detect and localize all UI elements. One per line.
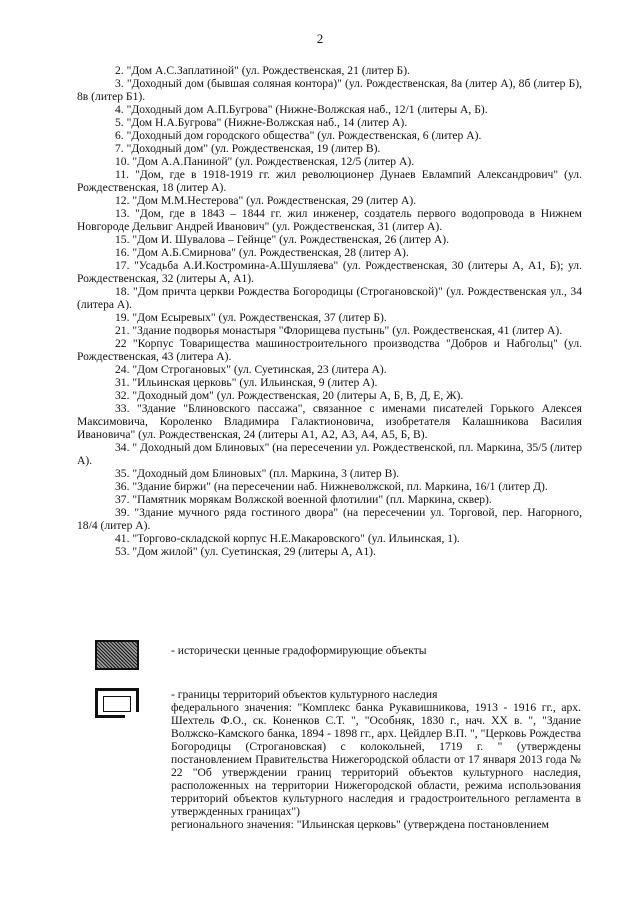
list-item: 21. "Здание подворья монастыря "Флорищева пустынь" (ул. Рождественская, 41 (литер А). (115, 324, 563, 337)
list-item: 10. "Дом А.А.Паниной" (ул. Рождественская, 12/5 (литер А). (115, 155, 415, 168)
heritage-object-list (77, 64, 582, 558)
list-item: 6. "Доходный дом городского общества" (ул. Рождественская, 6 (литер А). (115, 129, 482, 142)
list-item: 13. "Дом, где в 1843 – 1844 гг. жил инженер, создатель первого водопровода в Нижнем Новгороде Дельвиг Андрей Иванович" (ул. Рождественская, 31 (литер А). (77, 207, 582, 233)
list-item: 16. "Дом А.Б.Смирнова" (ул. Рождественская, 28 (литер А). (115, 246, 409, 259)
list-item: 18. "Дом причта церкви Рождества Богородицы (Строгановской)" (ул. Рождественская ул., 34 (литера А). (77, 285, 582, 311)
list-item: 35. "Доходный дом Блиновых" (пл. Маркина, 3 (литер В). (115, 467, 400, 480)
list-item: 19. "Дом Есыревых" (ул. Рождественская, 37 (литер Б). (115, 311, 387, 324)
legend-historic-objects: - исторически ценные градоформирующие объекты (171, 644, 427, 657)
legend-regional-significance: регионального значения: "Ильинская церковь" (утверждена постановлением (171, 818, 549, 831)
list-item: 12. "Дом М.М.Нестерова" (ул. Рождественская, 29 (литер А). (115, 194, 417, 207)
legend-boundaries-title: - границы территорий объектов культурного наследия (171, 688, 438, 701)
list-item: 37. "Памятник морякам Волжской военной флотилии" (пл. Маркина, сквер). (115, 493, 492, 506)
list-item: 4. "Доходный дом А.П.Бугрова" (Нижне-Волжская наб., 12/1 (литеры А, Б). (115, 103, 488, 116)
list-item: 24. "Дом Строгановых" (ул. Суетинская, 23 (литера А). (115, 363, 387, 376)
legend-boundaries (171, 688, 581, 831)
list-item: 41. "Торгово-складской корпус Н.Е.Макаровского" (ул. Ильинская, 1). (115, 532, 460, 545)
boundary-legend-symbol-icon (95, 688, 139, 718)
page-number: 2 (316, 31, 324, 46)
list-item: 5. "Дом Н.А.Бугрова" (Нижне-Волжская наб., 14 (литер А). (115, 116, 408, 129)
list-item: 17. "Усадьба А.И.Костромина-А.Шушляева" (ул. Рождественская, 30 (литеры А, А1, Б); ул. Рождественская, 32 (литеры А, А1). (77, 259, 582, 285)
list-item: 33. "Здание "Блиновского пассажа", связанное с именами писателей Горького Алексея Максимовича, Короленко Владимира Галактионовича, изобретателя Калашникова Василия Ивановича" (ул. Рождественская, 24 (литеры А1, А2, А3, А4, А5, Б, В). (77, 402, 582, 441)
hatched-legend-swatch-icon (95, 640, 139, 670)
list-item: 39. "Здание мучного ряда гостиного двора" (на пересечении ул. Торговой, пер. Нагорного, 18/4 (литер А). (77, 506, 582, 532)
list-item: 15. "Дом И. Шувалова – Гейнце" (ул. Рождественская, 26 (литер А). (115, 233, 450, 246)
list-item: 7. "Доходный дом" (ул. Рождественская, 19 (литер В). (115, 142, 381, 155)
list-item: 31. "Ильинская церковь" (ул. Ильинская, 9 (литер А). (115, 376, 378, 389)
list-item: 36. "Здание биржи" (на пересечении наб. Нижневолжской, пл. Маркина, 16/1 (литер Д). (115, 480, 548, 493)
list-item: 34. " Доходный дом Блиновых" (на пересечении ул. Рождественской, пл. Маркина, 35/5 (литер А). (77, 441, 582, 467)
list-item: 22 "Корпус Товарищества машиностроительного производства "Добров и Набгольц" (ул. Рождественская, 43 (литера А). (77, 337, 582, 363)
list-item: 53. "Дом жилой" (ул. Суетинская, 29 (литеры А, А1). (115, 545, 376, 558)
list-item: 32. "Доходный дом" (ул. Рождественская, 20 (литеры А, Б, В, Д, Е, Ж). (115, 389, 464, 402)
list-item: 3. "Доходный дом (бывшая соляная контора)" (ул. Рождественская, 8а (литер А), 8б (литер Б), 8в (литер Б1). (77, 77, 582, 103)
list-item: 11. "Дом, где в 1918-1919 гг. жил революционер Дунаев Евлампий Александрович" (ул. Рождественская, 18 (литер А). (77, 168, 582, 194)
list-item: 2. "Дом А.С.Заплатиной" (ул. Рождественская, 21 (литер Б). (115, 64, 410, 77)
legend-federal-significance: федерального значения: "Комплекс банка Рукавишникова, 1913 - 1916 гг., арх. Шехтель Ф.О., ск. Коненков С.Т. ", "Особняк, 1830 г., нач. XX в. ", "Здание Волжско-Камского банка, 1894 - 1898 гг., арх. Цейдлер В.П. ", "Церковь Рождества Богородицы (Строгановская) с колокольней, 1719 г. " (утверждены постановлением Правительства Нижегородской области от 17 января 2013 года № 22 "Об утверждении границ территорий объектов культурного наследия, расположенных на территории Нижегородской области, режима использования территорий объектов культурного наследия и градостроительного регламента в утвержденных границах") (171, 701, 581, 818)
